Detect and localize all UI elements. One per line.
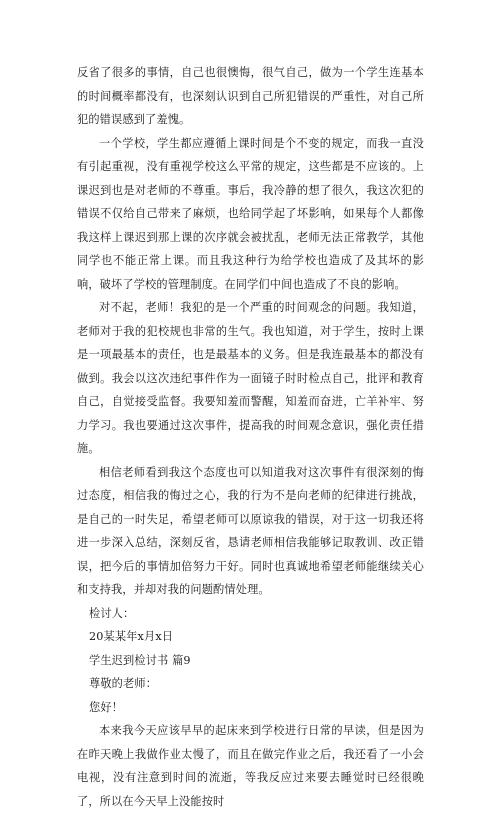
paragraph-2: 一个学校，学生都应遵循上课时间是个不变的规定，而我一直没有引起重视，没有重视学校这么平常的规定，这些都是不应该的。上课迟到也是对老师的不尊重。事后，我冷静的想了很久，我这次犯的错误不仅给自己带来了麻烦，也给同学起了坏影响，如果每个人都像我这样上课迟到那上课的次序就会被扰乱，老师无法正常教学，其他同学也不能正常上课。而且我这种行为给学校也造成了及其坏的影响，破坏了学校的管理制度。在同学们中间也造成了不良的影响。 [77, 136, 424, 291]
section-title: 学生迟到检讨书 篇9 [89, 653, 191, 667]
document-body [77, 61, 424, 813]
paragraph-final: 本来我今天应该早早的起床来到学校进行日常的早读，但是因为在昨天晚上我做作业太慢了，而且在做完作业之后，我还看了一小会电视，没有注意到时间的流逝，等我反应过来要去睡觉时已经很晚了，所以在今天早上没能按时 [77, 724, 424, 808]
reviewer-label: 检讨人： [89, 606, 135, 620]
date-line: 20某某年x月x日 [89, 630, 174, 643]
salutation: 尊敬的老师： [89, 677, 158, 690]
paragraph-3: 对不起，老师！我犯的是一个严重的时间观念的问题。我知道，老师对于我的犯校规也非常的生气。我也知道，对于学生，按时上课是一项最基本的责任，也是最基本的义务。但是我连最基本的都没有做到。我会以这次违纪事件作为一面镜子时时检点自己，批评和教育自己，自觉接受监督。我要知羞而警醒，知羞而奋进，亡羊补牢、努力学习。我也要通过这次事件，提高我的时间观念意识，强化责任措施。 [77, 301, 424, 455]
greeting: 您好！ [89, 700, 124, 714]
paragraph-1: 反省了很多的事情，自己也很懊悔，很气自己，做为一个学生连基本的时间概率都没有，也深刻认识到自己所犯错误的严重性，对自己所犯的错误感到了羞愧。 [77, 66, 424, 126]
paragraph-4: 相信老师看到我这个态度也可以知道我对这次事件有很深刻的悔过态度，相信我的悔过之心，我的行为不是向老师的纪律进行挑战，是自己的一时失足，希望老师可以原谅我的错误，对于这一切我还将进一步深入总结，深刻反省，恳请老师相信我能够记取教训、改正错误，把今后的事情加倍努力干好。同时也真诚地希望老师能继续关心和支持我，并却对我的问题酌情处理。 [77, 465, 424, 596]
